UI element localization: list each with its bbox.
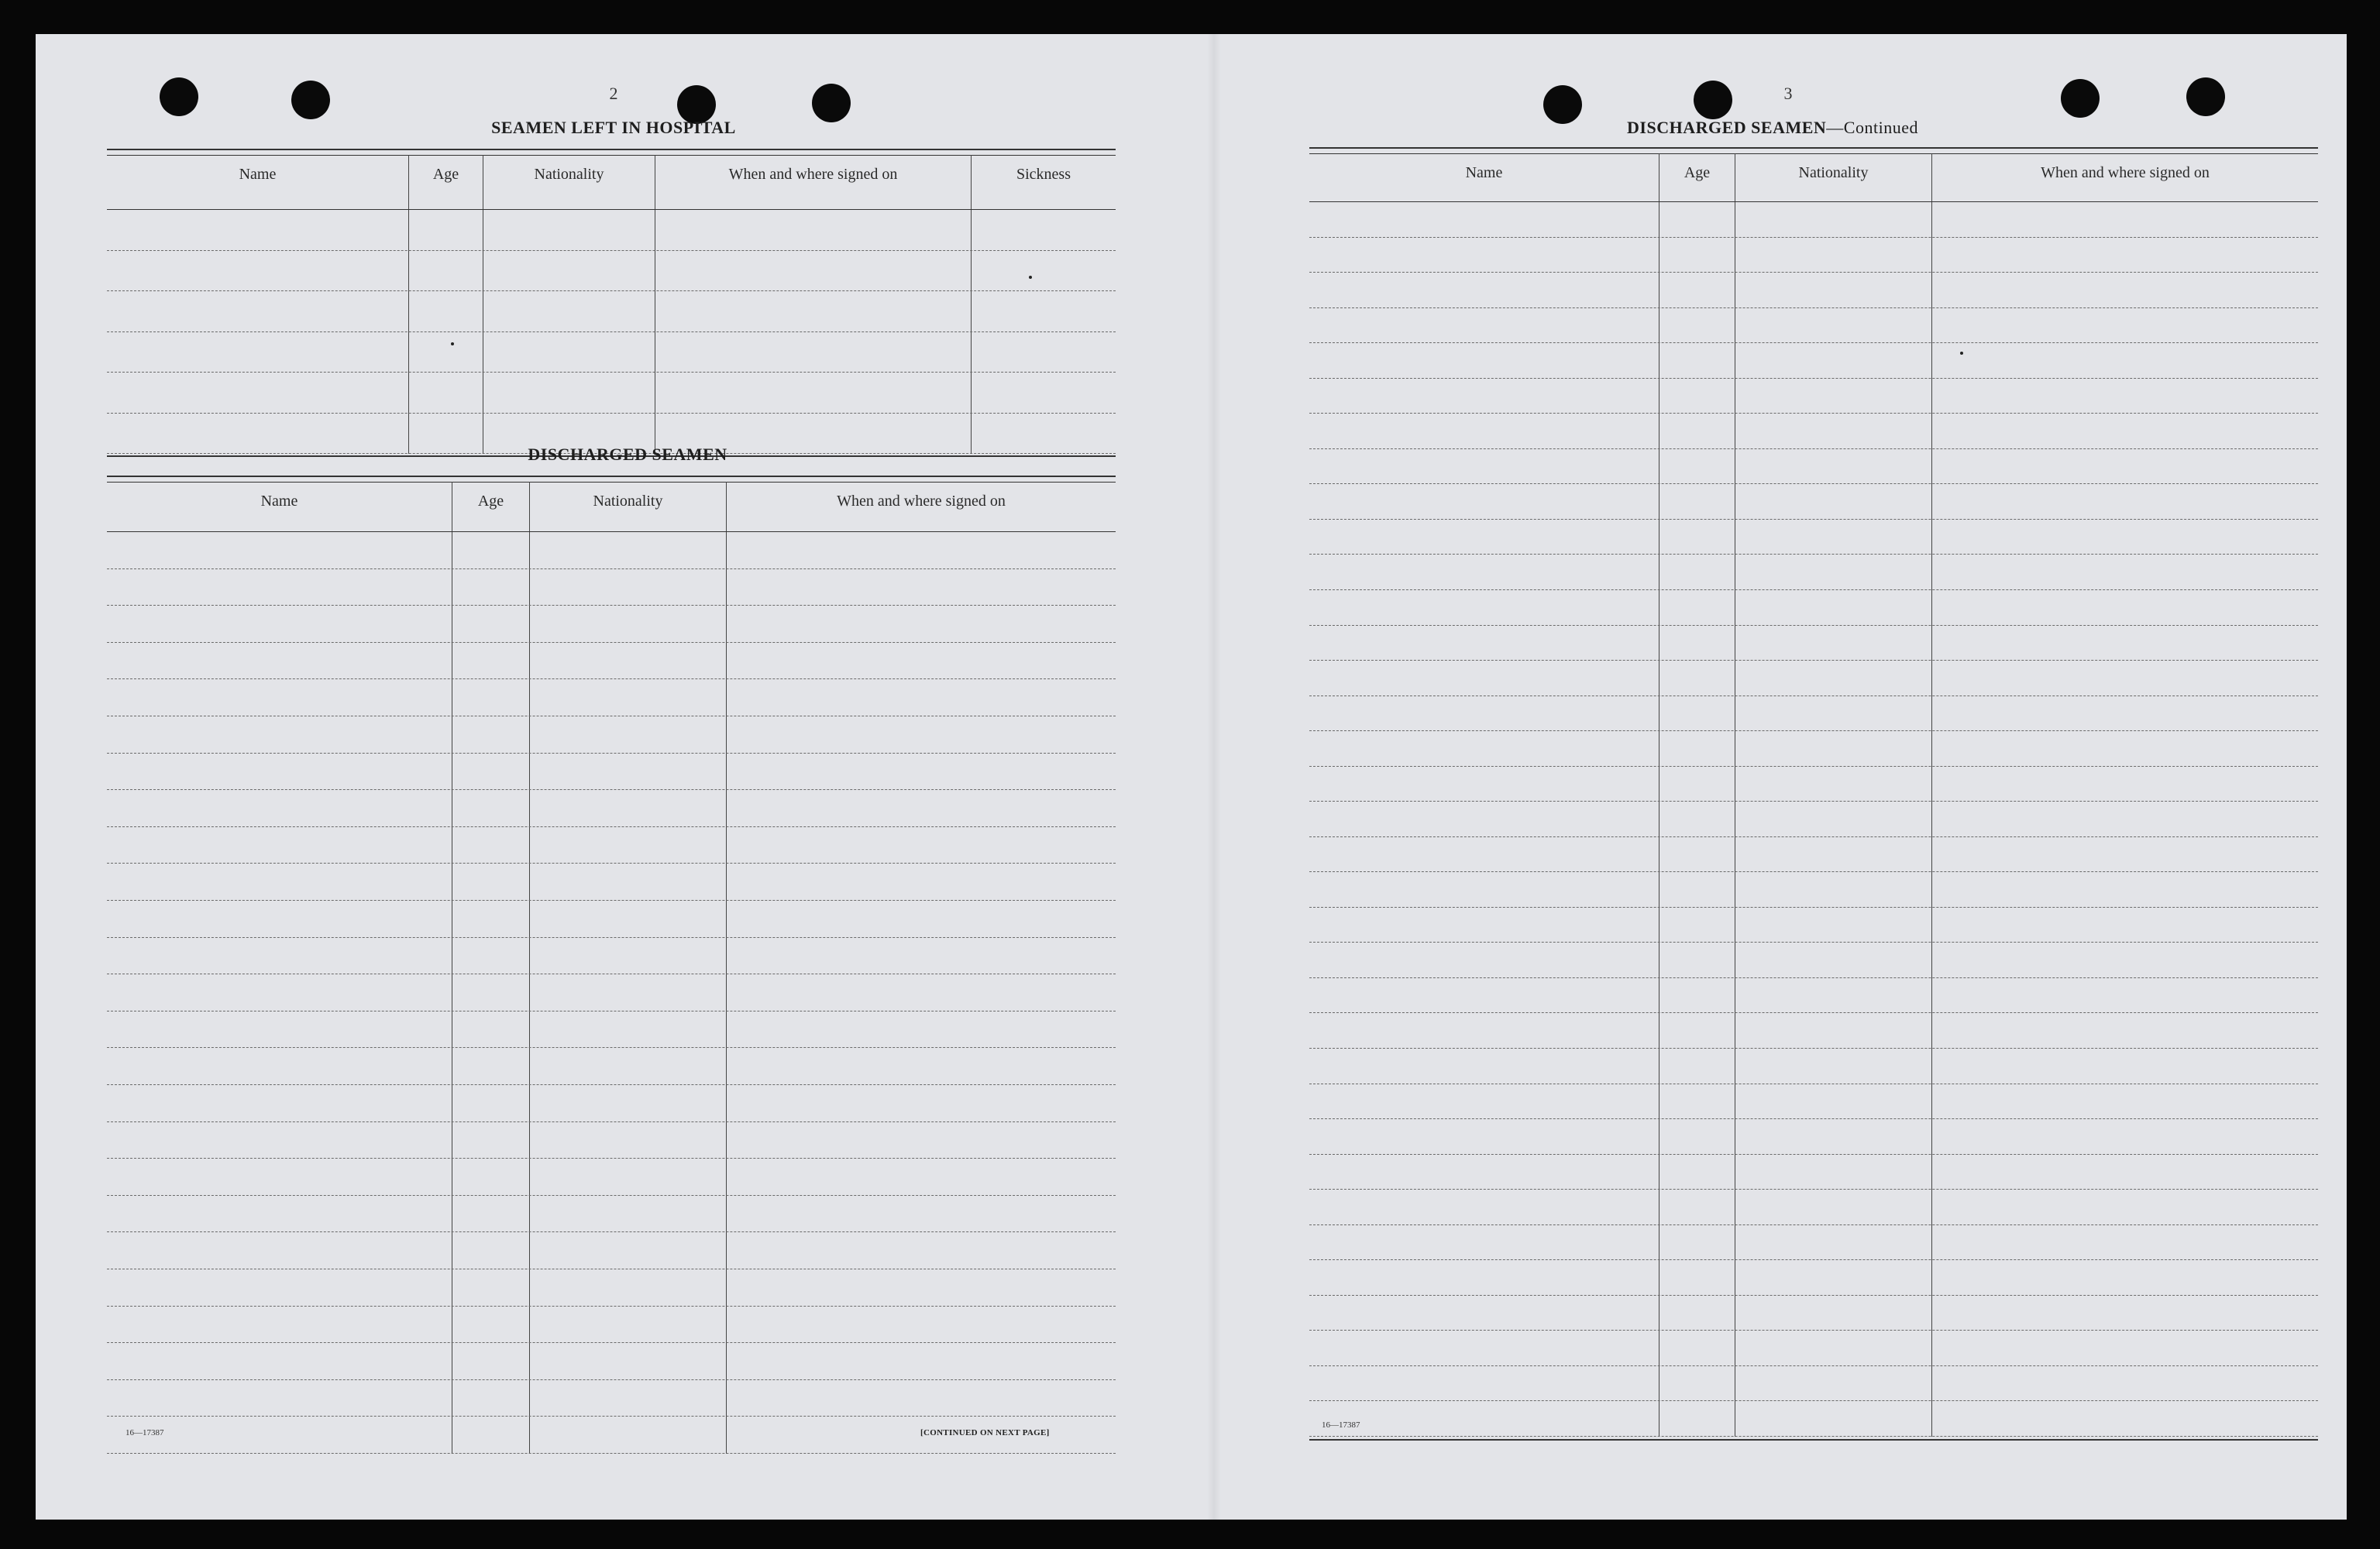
blank-row-line (107, 568, 1116, 569)
blank-row-line (1309, 1259, 2318, 1260)
blank-row-line (1309, 1154, 2318, 1155)
table-body (1309, 202, 2318, 1437)
blank-row-line (1309, 836, 2318, 837)
blank-row-line (107, 1121, 1116, 1122)
blank-row-line (107, 1047, 1116, 1048)
blank-row-line (107, 1231, 1116, 1232)
blank-row-line (107, 1416, 1116, 1417)
blank-row-line (1309, 272, 2318, 273)
blank-row-line (107, 642, 1116, 643)
column-header-nationality: Nationality (530, 482, 727, 531)
table-header (1309, 153, 2318, 202)
blank-row-line (1309, 625, 2318, 626)
discharged-table (107, 476, 1116, 1456)
ink-speck (1029, 276, 1032, 279)
blank-row-line (1309, 977, 2318, 978)
section-title-discharged-continued (1627, 118, 1918, 138)
column-header-name: Name (107, 482, 452, 531)
blank-row-line (107, 331, 1116, 332)
section-title-discharged: DISCHARGED SEAMEN (528, 445, 727, 464)
blank-row-line (1309, 519, 2318, 520)
blank-row-line (1309, 730, 2318, 731)
blank-row-line (107, 1158, 1116, 1159)
blank-row-line (107, 826, 1116, 827)
column-signed-on (727, 532, 1116, 1454)
ink-speck (451, 342, 454, 345)
blank-row-line (107, 250, 1116, 251)
blank-row-line (1309, 483, 2318, 484)
blank-row-line (1309, 1189, 2318, 1190)
discharged-table-continued (1309, 147, 2318, 1442)
hospital-table (107, 149, 1116, 460)
blank-row-line (1309, 1118, 2318, 1119)
blank-row-line (107, 605, 1116, 606)
ink-speck (1960, 352, 1963, 355)
column-name (107, 532, 452, 1454)
column-header-name: Name (107, 155, 409, 209)
column-header-signed-on: When and where signed on (655, 155, 972, 209)
blank-row-line (1309, 448, 2318, 449)
right-page (1229, 34, 2344, 1520)
blank-row-line (107, 1342, 1116, 1343)
blank-row-line (1309, 1436, 2318, 1437)
blank-row-line (107, 753, 1116, 754)
blank-row-line (1309, 589, 2318, 590)
blank-row-line (1309, 1012, 2318, 1013)
blank-row-line (1309, 1400, 2318, 1401)
blank-row-line (107, 290, 1116, 291)
blank-row-line (1309, 907, 2318, 908)
blank-row-line (107, 1453, 1116, 1454)
blank-row-line (1309, 554, 2318, 555)
blank-row-line (107, 413, 1116, 414)
blank-row-line (107, 863, 1116, 864)
column-header-nationality: Nationality (483, 155, 655, 209)
left-page (36, 34, 1198, 1520)
page-number: 2 (609, 84, 618, 103)
blank-row-line (1309, 1048, 2318, 1049)
form-sheet (36, 34, 2347, 1520)
table-body (107, 532, 1116, 1454)
blank-row-line (107, 1306, 1116, 1307)
column-header-age: Age (409, 155, 483, 209)
blank-row-line (107, 900, 1116, 901)
blank-row-line (1309, 660, 2318, 661)
table-header (107, 155, 1116, 210)
column-header-nationality: Nationality (1735, 153, 1932, 201)
blank-row-line (1309, 307, 2318, 308)
section-title-suffix: —Continued (1826, 118, 1918, 137)
column-header-age: Age (1659, 153, 1735, 201)
blank-row-line (107, 372, 1116, 373)
table-rule (1309, 1439, 2318, 1441)
blank-row-line (1309, 942, 2318, 943)
blank-row-line (1309, 766, 2318, 767)
blank-row-line (107, 678, 1116, 679)
column-header-age: Age (452, 482, 530, 531)
column-header-name: Name (1309, 153, 1659, 201)
blank-row-line (107, 1379, 1116, 1380)
column-age (1659, 202, 1735, 1437)
column-header-sickness: Sickness (1016, 166, 1071, 183)
blank-row-line (1309, 342, 2318, 343)
form-code: 16—17387 (126, 1428, 164, 1437)
blank-row-line (107, 1195, 1116, 1196)
page-fold (1207, 34, 1221, 1520)
blank-row-line (107, 937, 1116, 938)
blank-row-line (1309, 378, 2318, 379)
continued-note: [CONTINUED ON NEXT PAGE] (920, 1428, 1050, 1437)
blank-row-line (107, 1084, 1116, 1085)
blank-row-line (1309, 871, 2318, 872)
blank-row-line (1309, 1224, 2318, 1225)
column-header-signed-on: When and where signed on (2041, 164, 2210, 181)
column-age (452, 532, 530, 1454)
column-nationality (1735, 202, 1932, 1437)
blank-row-line (1309, 237, 2318, 238)
column-signed-on (1932, 202, 2318, 1437)
blank-row-line (1309, 413, 2318, 414)
blank-row-line (1309, 801, 2318, 802)
page-number: 3 (1783, 84, 1793, 103)
form-code: 16—17387 (1322, 1420, 1360, 1430)
column-header-signed-on: When and where signed on (837, 493, 1006, 510)
blank-row-line (1309, 1365, 2318, 1366)
column-nationality (530, 532, 727, 1454)
column-name (1309, 202, 1659, 1437)
blank-row-line (1309, 1330, 2318, 1331)
section-title-hospital: SEAMEN LEFT IN HOSPITAL (491, 118, 736, 137)
blank-row-line (1309, 1295, 2318, 1296)
blank-row-line (107, 789, 1116, 790)
table-header (107, 482, 1116, 532)
section-title-text: DISCHARGED SEAMEN (1627, 118, 1827, 137)
